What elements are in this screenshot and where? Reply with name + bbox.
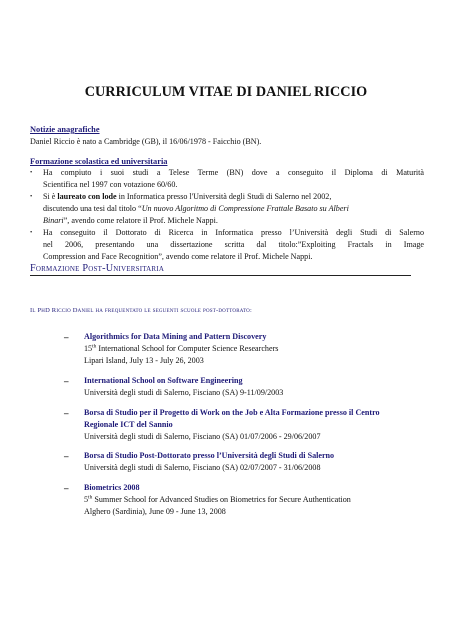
entry-2-line-2: Università degli studi di Salerno, Fisciano (SA) 9-11/09/2003 (84, 388, 284, 397)
postgrad-heading-rule (30, 275, 411, 276)
entry-2-title: International School on Software Engineering (84, 376, 243, 385)
dash-icon: – (64, 483, 69, 493)
education-item-2-line-1: Si è laureato con lode in Informatica presso l'Università degli Studi di Salerno nel 2002, (43, 192, 332, 201)
entry-4-line-2: Università degli studi di Salerno, Fisciano (SA) 02/07/2007 - 31/06/2008 (84, 463, 321, 472)
education-item-2-line-3: Binari”, avendo come relatore il Prof. Michele Nappi. (43, 216, 218, 225)
dash-icon: – (64, 376, 69, 386)
bullet-icon: • (30, 229, 33, 236)
entry-5-line-2: 5th Summer School for Advanced Studies on Biometrics for Secure Authentication (84, 494, 351, 504)
education-item-1-line-1: Ha compiuto i suoi studi a Telese Terme (BN) dove a conseguito il Diploma di Maturità (43, 168, 424, 177)
dash-icon: – (64, 408, 69, 418)
postgrad-heading: Formazione Post-Universitaria (30, 263, 165, 274)
document-title: CURRICULUM VITAE DI DANIEL RICCIO (84, 84, 368, 100)
education-item-3-line-2: nel 2006, presentando una dissertazione scritta dal titolo:”Exploiting Fractals in Image (43, 240, 424, 249)
entry-3-title-line-1: Borsa di Studio per il Progetto di Work on the Job e Alta Formazione presso il Centro (84, 408, 380, 417)
entry-3-line-3: Università degli studi di Salerno, Fisciano (SA) 01/07/2006 - 29/06/2007 (84, 432, 321, 441)
education-item-3-line-1: Ha conseguito il Dottorato di Ricerca in Informatica presso l’Università degli Studi di Salerno (43, 228, 424, 237)
dash-icon: – (64, 332, 69, 342)
entry-1-line-2: 15th International School for Computer Science Researchers (84, 343, 279, 353)
personal-info-heading: Notizie anagrafiche (30, 125, 100, 134)
bullet-icon: • (30, 193, 33, 200)
entry-3-title-line-2: Regionale ICT del Sannio (84, 420, 173, 429)
education-item-1-line-2: Scientifica nel 1997 con votazione 60/60. (43, 180, 178, 189)
postgrad-intro: Il PhD Riccio Daniel ha frequentato le seguenti scuole post-dottorato: (30, 307, 252, 314)
bullet-icon: • (30, 169, 33, 176)
dash-icon: – (64, 451, 69, 461)
entry-5-title: Biometrics 2008 (84, 483, 140, 492)
personal-info-text: Daniel Riccio è nato a Cambridge (GB), il 16/06/1978 - Faicchio (BN). (30, 137, 262, 146)
entry-5-line-3: Alghero (Sardinia), June 09 - June 13, 2008 (84, 507, 226, 516)
education-item-2-line-2: discutendo una tesi dal titolo “Un nuovo Algoritmo di Compressione Frattale Basato su Alberi (43, 204, 349, 213)
education-heading: Formazione scolastica ed universitaria (30, 157, 168, 166)
entry-4-title: Borsa di Studio Post-Dottorato presso l’Università degli Studi di Salerno (84, 451, 335, 460)
entry-1-line-3: Lipari Island, July 13 - July 26, 2003 (84, 356, 204, 365)
education-item-3-line-3: Compression and Face Recognition”, avendo come relatore il Prof. Michele Nappi. (43, 252, 313, 261)
entry-1-title: Algorithmics for Data Mining and Pattern Discovery (84, 332, 267, 341)
